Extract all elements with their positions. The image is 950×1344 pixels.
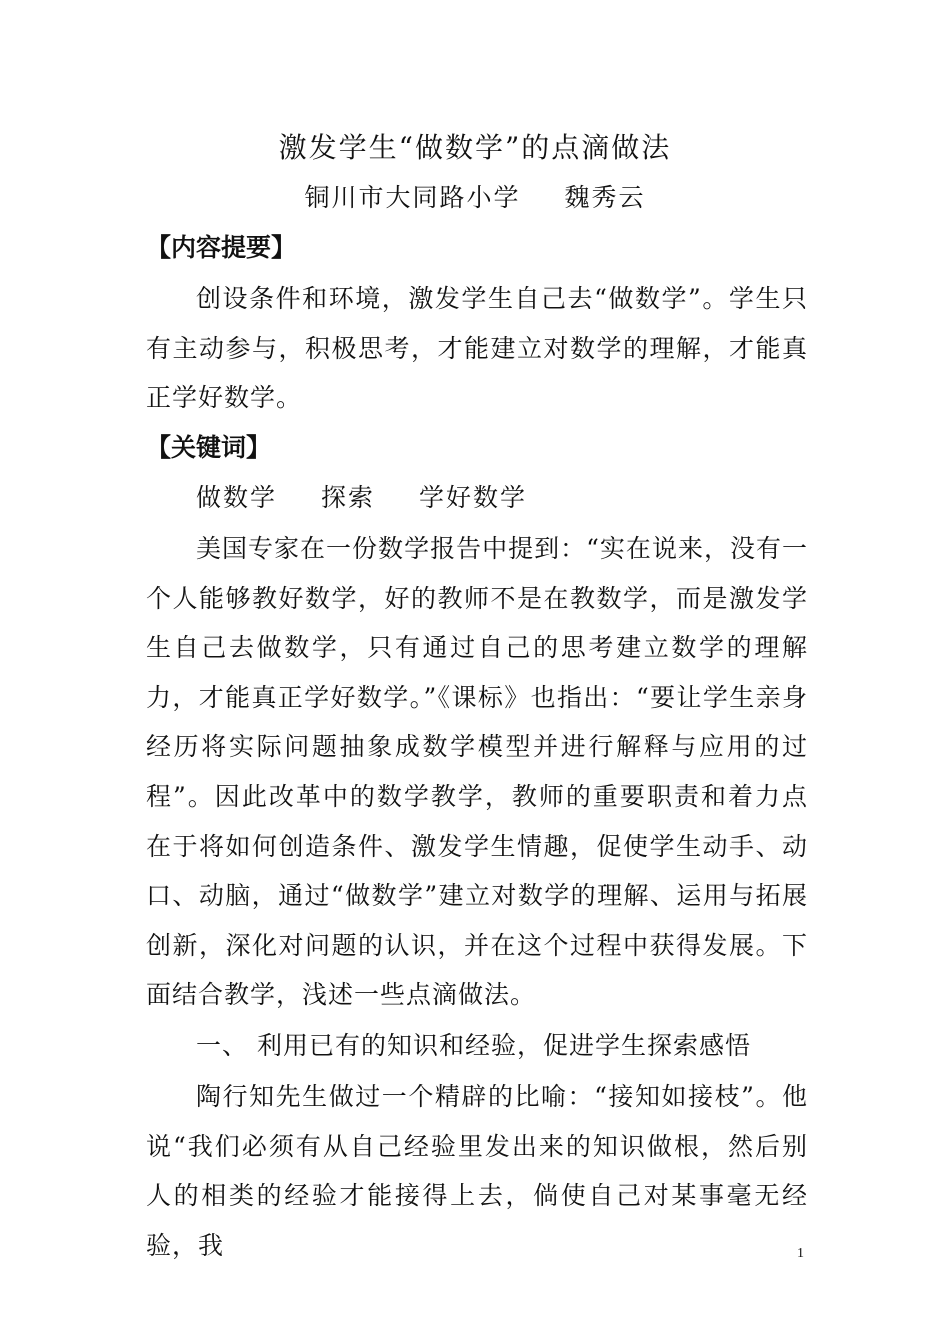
keyword-item: 做数学 <box>196 483 278 512</box>
abstract-heading: 【内容提要】 <box>146 233 297 262</box>
author-school: 铜川市大同路小学 <box>304 183 521 212</box>
body-paragraph-1: 美国专家在一份数学报告中提到：“实在说来，没有一个人能够教好数学，好的教师不是在教数学，而是激发学生自己去做数学，只有通过自己的思考建立数学的理解力，才能真正学好数学。”《课标》也指出：“要让学生亲身经历将实际问题抽象成数学模型并进行解释与应用的过程”。因此改革中的数学教学，教师的重要职责和着力点在于将如何创造条件、激发学生情趣，促使学生动手、动口、动脑，通过“做数学”建立对数学的理解、运用与拓展创新，深化对问题的认识，并在这个过程中获得发展。下面结合教学，浅述一些点滴做法。 <box>146 534 808 1010</box>
keyword-item: 探索 <box>321 483 376 512</box>
document-title: 激发学生“做数学”的点滴做法 <box>278 131 672 164</box>
keywords-heading: 【关键词】 <box>146 433 272 462</box>
author-line <box>0 178 950 218</box>
keyword-item: 学好数学 <box>419 483 528 512</box>
section-1-heading: 一、 利用已有的知识和经验，促进学生探索感悟 <box>196 1031 751 1060</box>
author-name: 魏秀云 <box>564 183 646 212</box>
body-paragraph-2: 陶行知先生做过一个精辟的比喻：“接知如接枝”。他说“我们必须有从自己经验里发出来的知识做根，然后别人的相类的经验才能接得上去，倘使自己对某事毫无经验，我 <box>146 1082 808 1260</box>
keywords-list <box>196 478 527 518</box>
abstract-text: 创设条件和环境，激发学生自己去“做数学”。学生只有主动参与，积极思考，才能建立对数学的理解，才能真正学好数学。 <box>146 284 808 413</box>
page-number: 1 <box>797 1246 804 1261</box>
